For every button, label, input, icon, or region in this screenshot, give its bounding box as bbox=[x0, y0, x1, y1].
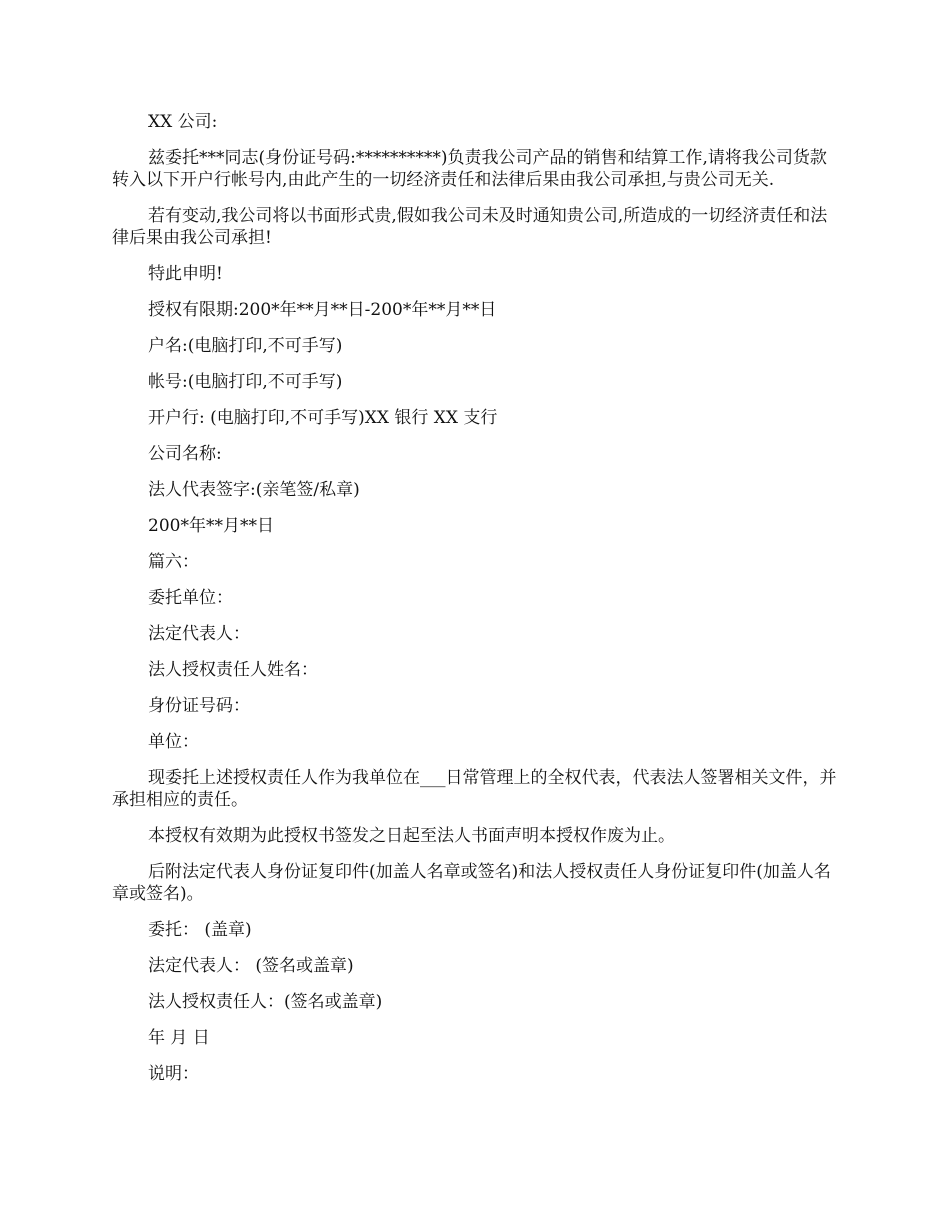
paragraph-entrustment: 兹委托***同志(身份证号码:**********)负责我公司产品的销售和结算工作,请将我公司货款转入以下开户行帐号内,由此产生的一切经济责任和法律后果由我公司承担,与贵公司无关. bbox=[112, 148, 827, 190]
legal-rep-seal-line: 法定代表人： (签名或盖章) bbox=[148, 956, 354, 976]
paragraph-attachments: 后附法定代表人身份证复印件(加盖人名章或签名)和法人授权责任人身份证复印件(加盖人名章或签名)。 bbox=[112, 862, 831, 904]
salutation: XX 公司: bbox=[148, 112, 218, 132]
authorized-person-seal-line: 法人授权责任人：(签名或盖章) bbox=[148, 992, 383, 1012]
declaration-line: 特此申明! bbox=[148, 264, 223, 284]
section-heading: 篇六： bbox=[148, 552, 199, 572]
legal-rep-signature-line: 法人代表签字:(亲笔签/私章) bbox=[148, 480, 360, 500]
bank-line: 开户行: (电脑打印,不可手写)XX 银行 XX 支行 bbox=[148, 408, 498, 428]
paragraph-change-notice: 若有变动,我公司将以书面形式贵,假如我公司未及时通知贵公司,所造成的一切经济责任和法律后果由我公司承担! bbox=[112, 206, 828, 248]
account-name-line: 户名:(电脑打印,不可手写) bbox=[148, 336, 343, 356]
paragraph-validity: 本授权有效期为此授权书签发之日起至法人书面声明本授权作废为止。 bbox=[148, 826, 675, 846]
company-name-line: 公司名称: bbox=[148, 444, 222, 464]
signing-date-line: 年 月 日 bbox=[148, 1028, 210, 1048]
id-number-line: 身份证号码： bbox=[148, 696, 250, 716]
date-line: 200*年**月**日 bbox=[148, 516, 274, 536]
unit-line: 单位： bbox=[148, 732, 199, 752]
document-body bbox=[112, 111, 842, 1099]
account-number-line: 帐号:(电脑打印,不可手写) bbox=[148, 372, 343, 392]
entrust-seal-line: 委托： (盖章) bbox=[148, 920, 252, 940]
paragraph-delegation: 现委托上述授权责任人作为我单位在___日常管理上的全权代表，代表法人签署相关文件，并承担相应的责任。 bbox=[112, 768, 837, 810]
legal-representative-line: 法定代表人： bbox=[148, 624, 250, 644]
notes-heading: 说明： bbox=[148, 1064, 199, 1084]
entrusting-unit-line: 委托单位： bbox=[148, 588, 233, 608]
authorization-period: 授权有限期:200*年**月**日-200*年**月**日 bbox=[148, 300, 497, 320]
authorized-person-name-line: 法人授权责任人姓名： bbox=[148, 660, 318, 680]
